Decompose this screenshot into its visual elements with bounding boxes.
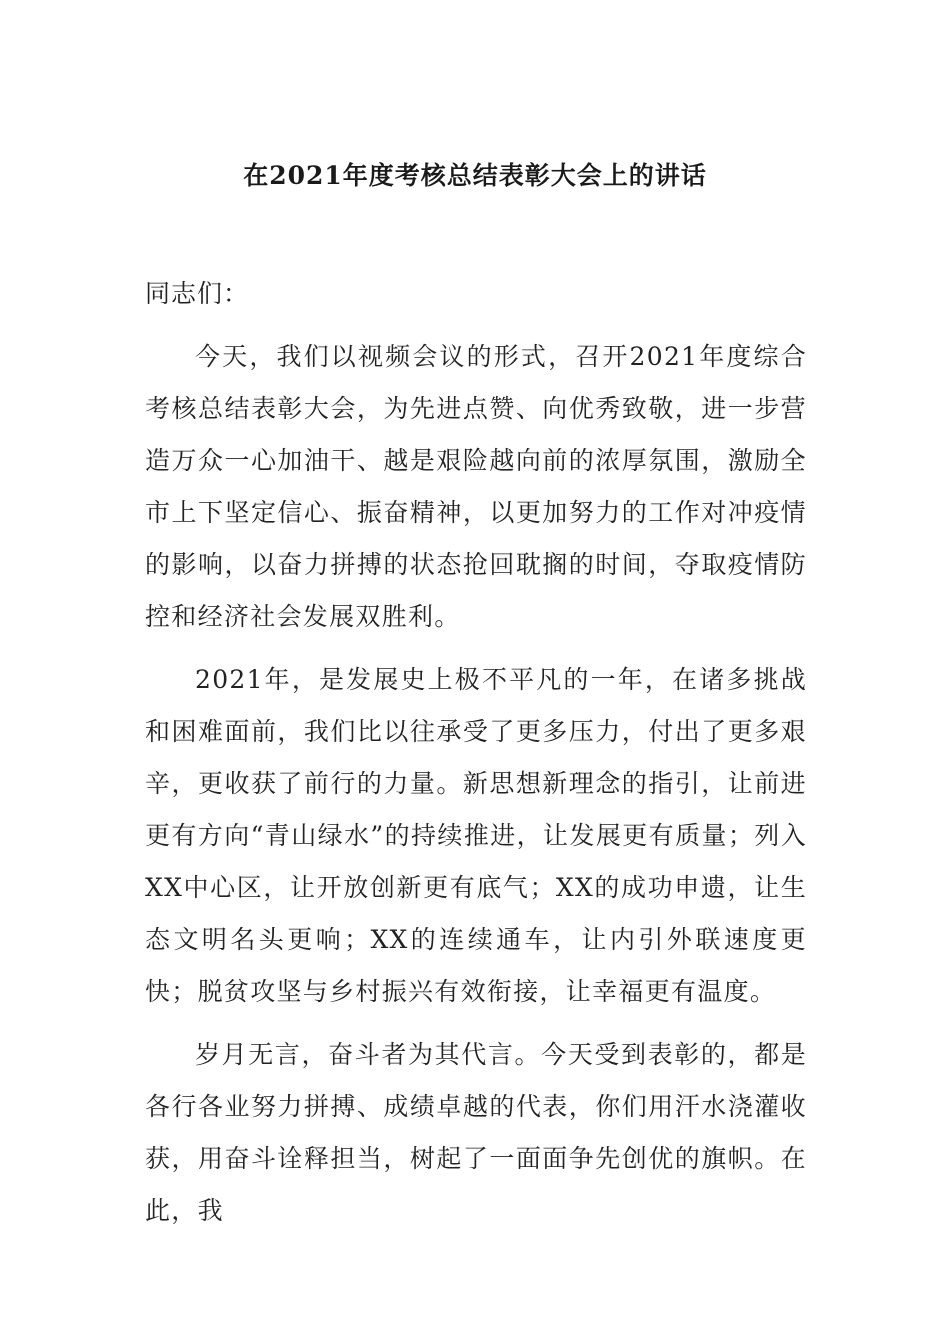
paragraph-1: 今天，我们以视频会议的形式，召开2021年度综合考核总结表彰大会，为先进点赞、向优秀致敬，进一步营造万众一心加油干、越是艰险越向前的浓厚氛围，激励全市上下坚定信心、振奋精神，以更加努力的工作对冲疫情的影响，以奋力拼搏的状态抢回耽搁的时间，夺取疫情防控和经济社会发展双胜利。 — [145, 342, 807, 631]
salutation: 同志们： — [145, 279, 250, 308]
document-body — [145, 268, 807, 1248]
paragraph-2: 2021年，是发展史上极不平凡的一年，在诸多挑战和困难面前，我们比以往承受了更多压力，付出了更多艰辛，更收获了前行的力量。新思想新理念的指引，让前进更有方向“青山绿水”的持续推进，让发展更有质量；列入XX中心区，让开放创新更有底气；XX的成功申遗，让生态文明名头更响；XX的连续通车，让内引外联速度更快；脱贫攻坚与乡村振兴有效衔接，让幸福更有温度。 — [145, 665, 807, 1006]
paragraph-3: 岁月无言，奋斗者为其代言。今天受到表彰的，都是各行各业努力拼搏、成绩卓越的代表，你们用汗水浇灌收获，用奋斗诠释担当，树起了一面面争先创优的旗帜。在此，我 — [145, 1040, 807, 1225]
document-title: 在2021年度考核总结表彰大会上的讲话 — [243, 161, 707, 190]
